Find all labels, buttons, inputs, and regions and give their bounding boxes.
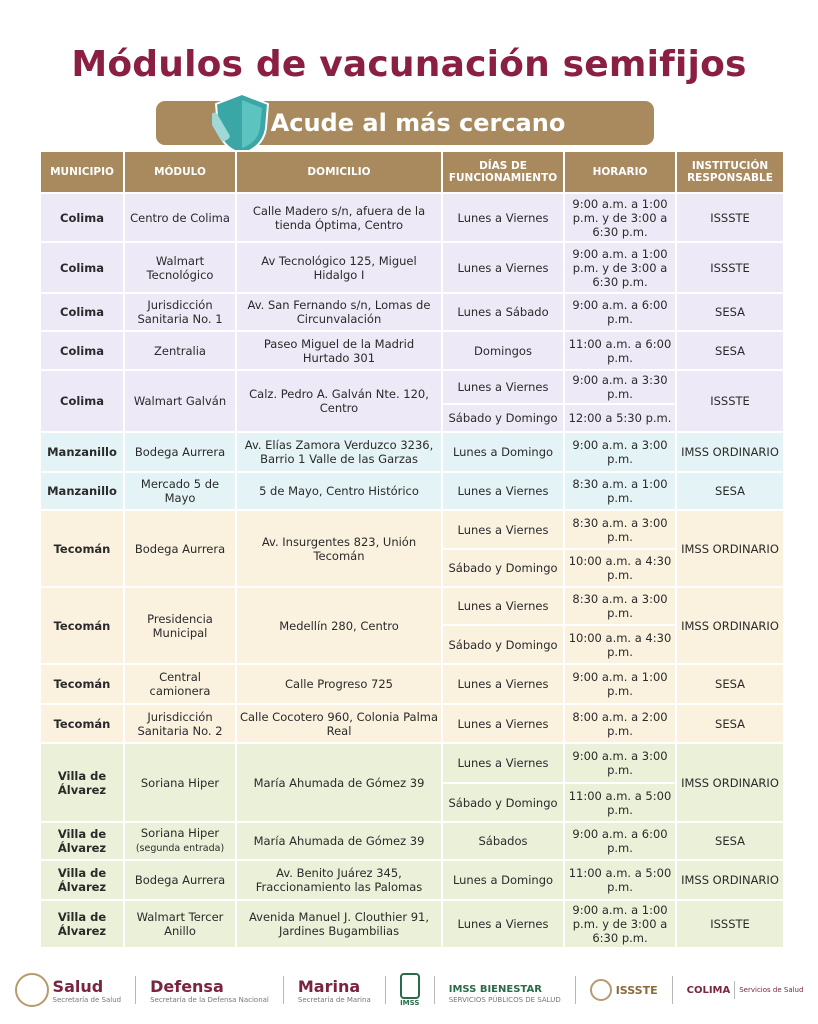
servicios-label: Servicios de Salud bbox=[739, 986, 804, 994]
institucion-cell: SESA bbox=[676, 472, 784, 510]
table-row bbox=[40, 472, 784, 510]
institucion-cell: IMSS ORDINARIO bbox=[676, 587, 784, 664]
table-row bbox=[40, 331, 784, 370]
marina-label: Marina bbox=[297, 976, 361, 996]
dias-cell: Lunes a Domingo bbox=[442, 432, 564, 472]
footer-logos bbox=[0, 970, 818, 1010]
modulo-cell: Bodega Aurrera bbox=[124, 860, 236, 900]
dias-cell: Sábado y Domingo bbox=[442, 625, 564, 664]
salud-logo bbox=[15, 973, 122, 1007]
page-title: Módulos de vacunación semifijos bbox=[71, 44, 747, 85]
subtitle-text: Acude al más cercano bbox=[270, 109, 566, 137]
marina-logo bbox=[298, 977, 371, 1004]
municipio-cell: Villa de Álvarez bbox=[40, 822, 124, 860]
dias-cell: Sábados bbox=[442, 822, 564, 860]
dias-cell: Lunes a Viernes bbox=[442, 704, 564, 743]
table-row bbox=[40, 900, 784, 948]
domicilio-cell: Av. San Fernando s/n, Lomas de Circunvalación bbox=[236, 293, 442, 331]
municipio-cell: Colima bbox=[40, 370, 124, 432]
divider bbox=[672, 976, 673, 1004]
domicilio-cell: Av. Insurgentes 823, Unión Tecomán bbox=[236, 510, 442, 587]
municipio-cell: Tecomán bbox=[40, 510, 124, 587]
modulo-cell: Presidencia Municipal bbox=[124, 587, 236, 664]
horario-cell: 10:00 a.m. a 4:30 p.m. bbox=[564, 625, 676, 664]
issste-label: ISSSTE bbox=[615, 983, 658, 997]
table-row bbox=[40, 193, 784, 242]
institucion-cell: IMSS ORDINARIO bbox=[676, 860, 784, 900]
dias-cell: Domingos bbox=[442, 331, 564, 370]
imss-bienestar-sub: SERVICIOS PÚBLICOS DE SALUD bbox=[448, 995, 561, 1004]
domicilio-cell: Av. Elías Zamora Verduzco 3236, Barrio 1 Valle de las Garzas bbox=[236, 432, 442, 472]
institucion-cell: SESA bbox=[676, 331, 784, 370]
institucion-cell: SESA bbox=[676, 664, 784, 704]
divider bbox=[575, 976, 576, 1004]
municipio-cell: Colima bbox=[40, 193, 124, 242]
table-row bbox=[40, 860, 784, 900]
dias-cell: Lunes a Viernes bbox=[442, 193, 564, 242]
domicilio-cell: Calz. Pedro A. Galván Nte. 120, Centro bbox=[236, 370, 442, 432]
modulo-cell: Mercado 5 de Mayo bbox=[124, 472, 236, 510]
dias-cell: Lunes a Viernes bbox=[442, 743, 564, 783]
horario-cell: 12:00 a 5:30 p.m. bbox=[564, 404, 676, 432]
dias-cell: Sábado y Domingo bbox=[442, 783, 564, 822]
horario-cell: 8:30 a.m. a 3:00 p.m. bbox=[564, 510, 676, 549]
dias-cell: Lunes a Viernes bbox=[442, 587, 564, 625]
horario-cell: 9:00 a.m. a 1:00 p.m. bbox=[564, 664, 676, 704]
domicilio-cell: Avenida Manuel J. Clouthier 91, Jardines Bugambilias bbox=[236, 900, 442, 948]
modulo-cell: Walmart Tecnológico bbox=[124, 242, 236, 293]
horario-cell: 9:00 a.m. a 1:00 p.m. y de 3:00 a 6:30 p.m. bbox=[564, 242, 676, 293]
institucion-cell: IMSS ORDINARIO bbox=[676, 432, 784, 472]
modulo-cell: Walmart Tercer Anillo bbox=[124, 900, 236, 948]
modulo-cell: Bodega Aurrera bbox=[124, 432, 236, 472]
municipio-cell: Manzanillo bbox=[40, 432, 124, 472]
horario-cell: 10:00 a.m. a 4:30 p.m. bbox=[564, 549, 676, 587]
modulo-cell: Walmart Galván bbox=[124, 370, 236, 432]
imss-logo bbox=[400, 973, 420, 1007]
imss-bienestar-logo bbox=[449, 977, 561, 1004]
vaccination-table bbox=[39, 150, 785, 949]
municipio-cell: Tecomán bbox=[40, 704, 124, 743]
dias-cell: Sábado y Domingo bbox=[442, 404, 564, 432]
domicilio-cell: Medellín 280, Centro bbox=[236, 587, 442, 664]
domicilio-cell: María Ahumada de Gómez 39 bbox=[236, 822, 442, 860]
table-row bbox=[40, 293, 784, 331]
header-institucion: INSTITUCIÓN RESPONSABLE bbox=[676, 151, 784, 193]
modulo-cell: Centro de Colima bbox=[124, 193, 236, 242]
issste-logo bbox=[590, 979, 658, 1001]
horario-cell: 11:00 a.m. a 6:00 p.m. bbox=[564, 331, 676, 370]
horario-cell: 11:00 a.m. a 5:00 p.m. bbox=[564, 783, 676, 822]
modulo-note: (segunda entrada) bbox=[135, 843, 225, 854]
domicilio-cell: María Ahumada de Gómez 39 bbox=[236, 743, 442, 822]
institucion-cell: ISSSTE bbox=[676, 370, 784, 432]
institucion-cell: ISSSTE bbox=[676, 900, 784, 948]
domicilio-cell: Calle Madero s/n, afuera de la tienda Óptima, Centro bbox=[236, 193, 442, 242]
municipio-cell: Villa de Álvarez bbox=[40, 860, 124, 900]
modulo-cell: Jurisdicción Sanitaria No. 1 bbox=[124, 293, 236, 331]
salud-label: Salud bbox=[52, 976, 104, 996]
institucion-cell: IMSS ORDINARIO bbox=[676, 510, 784, 587]
horario-cell: 9:00 a.m. a 3:00 p.m. bbox=[564, 432, 676, 472]
table-row bbox=[40, 822, 784, 860]
institucion-cell: SESA bbox=[676, 822, 784, 860]
table-row bbox=[40, 743, 784, 783]
institucion-cell: SESA bbox=[676, 704, 784, 743]
dias-cell: Lunes a Viernes bbox=[442, 370, 564, 404]
divider bbox=[434, 976, 435, 1004]
table-row bbox=[40, 370, 784, 404]
dias-cell: Lunes a Viernes bbox=[442, 664, 564, 704]
municipio-cell: Colima bbox=[40, 331, 124, 370]
divider bbox=[135, 976, 136, 1004]
horario-cell: 8:00 a.m. a 2:00 p.m. bbox=[564, 704, 676, 743]
modulo-cell: Jurisdicción Sanitaria No. 2 bbox=[124, 704, 236, 743]
imss-eagle-icon bbox=[400, 973, 420, 999]
table-row bbox=[40, 664, 784, 704]
municipio-cell: Villa de Álvarez bbox=[40, 900, 124, 948]
horario-cell: 9:00 a.m. a 6:00 p.m. bbox=[564, 293, 676, 331]
institucion-cell: ISSSTE bbox=[676, 242, 784, 293]
table-row bbox=[40, 510, 784, 549]
issste-emblem-icon bbox=[590, 979, 612, 1001]
divider bbox=[734, 981, 735, 999]
municipio-cell: Tecomán bbox=[40, 587, 124, 664]
modulo-cell bbox=[124, 822, 236, 860]
defensa-logo bbox=[150, 977, 269, 1004]
municipio-cell: Villa de Álvarez bbox=[40, 743, 124, 822]
divider bbox=[283, 976, 284, 1004]
horario-cell: 9:00 a.m. a 1:00 p.m. y de 3:00 a 6:30 p.m. bbox=[564, 900, 676, 948]
municipio-cell: Colima bbox=[40, 293, 124, 331]
horario-cell: 9:00 a.m. a 6:00 p.m. bbox=[564, 822, 676, 860]
table-row bbox=[40, 242, 784, 293]
national-crest-icon bbox=[15, 973, 49, 1007]
dias-cell: Lunes a Viernes bbox=[442, 900, 564, 948]
marina-sub: Secretaría de Marina bbox=[297, 995, 371, 1004]
horario-cell: 9:00 a.m. a 1:00 p.m. y de 3:00 a 6:30 p.m. bbox=[564, 193, 676, 242]
header-modulo: MÓDULO bbox=[124, 151, 236, 193]
institucion-cell: ISSSTE bbox=[676, 193, 784, 242]
salud-sub: Secretaría de Salud bbox=[52, 995, 122, 1004]
domicilio-cell: Paseo Miguel de la Madrid Hurtado 301 bbox=[236, 331, 442, 370]
domicilio-cell: Calle Progreso 725 bbox=[236, 664, 442, 704]
modulo-cell: Central camionera bbox=[124, 664, 236, 704]
horario-cell: 9:00 a.m. a 3:00 p.m. bbox=[564, 743, 676, 783]
municipio-cell: Tecomán bbox=[40, 664, 124, 704]
dias-cell: Lunes a Viernes bbox=[442, 510, 564, 549]
institucion-cell: IMSS ORDINARIO bbox=[676, 743, 784, 822]
header-dias: DÍAS DE FUNCIONAMIENTO bbox=[442, 151, 564, 193]
table-row bbox=[40, 704, 784, 743]
dias-cell: Lunes a Viernes bbox=[442, 242, 564, 293]
domicilio-cell: Calle Cocotero 960, Colonia Palma Real bbox=[236, 704, 442, 743]
modulo-cell: Soriana Hiper bbox=[124, 743, 236, 822]
horario-cell: 8:30 a.m. a 1:00 p.m. bbox=[564, 472, 676, 510]
table-row bbox=[40, 587, 784, 625]
colima-label: COLIMA bbox=[686, 984, 731, 996]
defensa-sub: Secretaría de la Defensa Nacional bbox=[150, 995, 269, 1004]
imss-bienestar-label: IMSS BIENESTAR bbox=[448, 983, 542, 995]
modulo-cell: Bodega Aurrera bbox=[124, 510, 236, 587]
horario-cell: 11:00 a.m. a 5:00 p.m. bbox=[564, 860, 676, 900]
colima-logo bbox=[687, 981, 804, 999]
modulo-cell: Zentralia bbox=[124, 331, 236, 370]
municipio-cell: Manzanillo bbox=[40, 472, 124, 510]
imss-label: IMSS bbox=[400, 999, 420, 1007]
header-domicilio: DOMICILIO bbox=[236, 151, 442, 193]
modulo-name: Soriana Hiper bbox=[140, 826, 220, 840]
header-horario: HORARIO bbox=[564, 151, 676, 193]
vaccine-shield-icon bbox=[212, 92, 272, 156]
dias-cell: Lunes a Viernes bbox=[442, 472, 564, 510]
domicilio-cell: 5 de Mayo, Centro Histórico bbox=[236, 472, 442, 510]
divider bbox=[385, 976, 386, 1004]
dias-cell: Lunes a Domingo bbox=[442, 860, 564, 900]
horario-cell: 8:30 a.m. a 3:00 p.m. bbox=[564, 587, 676, 625]
domicilio-cell: Av Tecnológico 125, Miguel Hidalgo I bbox=[236, 242, 442, 293]
institucion-cell: SESA bbox=[676, 293, 784, 331]
dias-cell: Sábado y Domingo bbox=[442, 549, 564, 587]
table-header-row bbox=[40, 151, 784, 193]
dias-cell: Lunes a Sábado bbox=[442, 293, 564, 331]
domicilio-cell: Av. Benito Juárez 345, Fraccionamiento las Palomas bbox=[236, 860, 442, 900]
defensa-label: Defensa bbox=[150, 976, 224, 996]
table-row bbox=[40, 432, 784, 472]
horario-cell: 9:00 a.m. a 3:30 p.m. bbox=[564, 370, 676, 404]
municipio-cell: Colima bbox=[40, 242, 124, 293]
header-municipio: MUNICIPIO bbox=[40, 151, 124, 193]
